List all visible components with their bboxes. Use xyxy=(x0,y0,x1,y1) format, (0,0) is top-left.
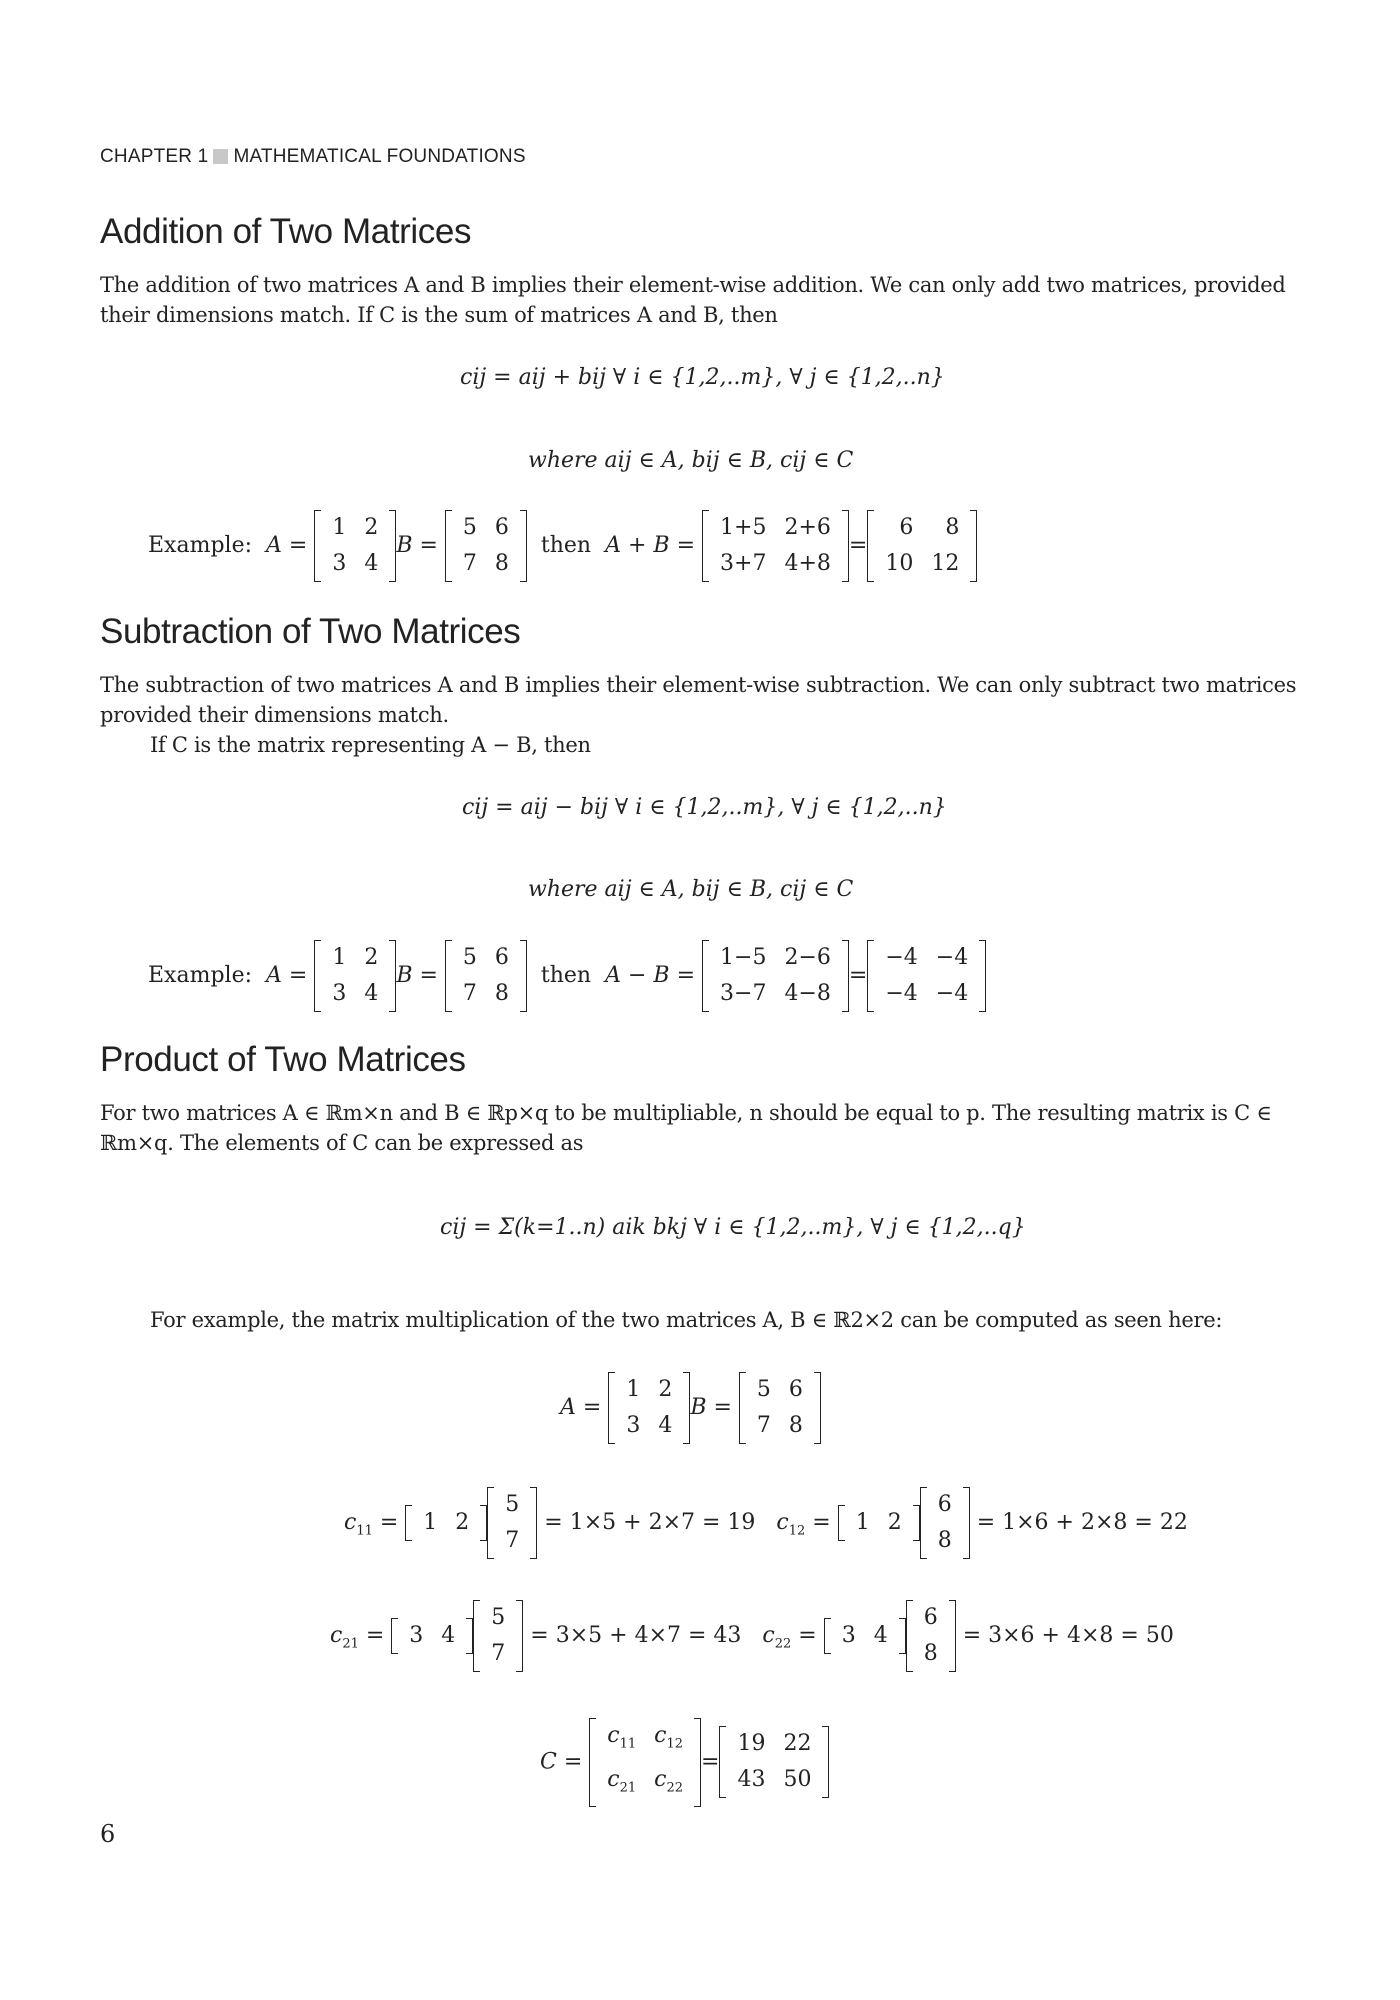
matrix-c-symbolic: $c_{11}$ $c_{12}$ $c_{21}$ $c_{22}$ xyxy=(589,1718,701,1807)
c12-calc: = 1×6 + 2×8 = 22 xyxy=(976,1510,1188,1535)
addition-formula: cij = aij + bij ∀ i ∈ {1,2,..m}, ∀ j ∈ {1,2,..n} xyxy=(460,365,945,390)
row-vector-2: 3 4 xyxy=(391,1618,473,1654)
column-vector-1: 5 7 xyxy=(473,1600,523,1672)
c22-calc: = 3×6 + 4×8 = 50 xyxy=(962,1623,1174,1648)
column-vector-2: 6 8 xyxy=(906,1600,956,1672)
addition-where: where aij ∈ A, bij ∈ B, cij ∈ C xyxy=(528,448,854,473)
row-vector-2: 3 4 xyxy=(824,1618,906,1654)
example-label: Example: xyxy=(148,533,252,558)
addition-example: Example: A = 1 2 3 4 B = 5 6 7 8 then A + B = 1+5 2+6 3+7 4+8 = 6 8 10 12 xyxy=(148,510,977,582)
c21-c22-computation: $c_{21}$ = 3 4 5 7 = 3×5 + 4×7 = 43 $c_{22}$ = 3 4 6 8 = 3×6 + 4×8 = 50 xyxy=(330,1600,1174,1672)
chapter-title: MATHEMATICAL FOUNDATIONS xyxy=(233,146,526,167)
row-vector-1: 1 2 xyxy=(405,1505,487,1541)
subtraction-formula: cij = aij − bij ∀ i ∈ {1,2,..m}, ∀ j ∈ {1,2,..n} xyxy=(462,795,947,820)
subtraction-paragraph: The subtraction of two matrices A and B implies their element-wise subtraction. We can only subtract two matrices provided their dimensions match. xyxy=(100,673,1297,727)
c21-calc: = 3×5 + 4×7 = 43 xyxy=(530,1623,742,1648)
example-label: Example: xyxy=(148,963,252,988)
heading-product: Product of Two Matrices xyxy=(100,1040,466,1079)
product-formula: cij = Σ(k=1..n) aik bkj ∀ i ∈ {1,2,..m}, ∀ j ∈ {1,2,..q} xyxy=(440,1215,1026,1240)
chapter-label: CHAPTER 1 xyxy=(100,146,209,167)
matrix-a: 1 2 3 4 xyxy=(608,1372,690,1444)
matrix-sum-expression: 1+5 2+6 3+7 4+8 xyxy=(702,510,849,582)
column-vector-2: 6 8 xyxy=(920,1487,970,1559)
c11-calc: = 1×5 + 2×7 = 19 xyxy=(544,1510,756,1535)
matrix-b: 5 6 7 8 xyxy=(445,940,527,1012)
heading-addition: Addition of Two Matrices xyxy=(100,212,472,251)
then-label: then xyxy=(540,533,592,558)
matrix-sum-result: 6 8 10 12 xyxy=(867,510,977,582)
c11-c12-computation: $c_{11}$ = 1 2 5 7 = 1×5 + 2×7 = 19 $c_{12}$ = 1 2 6 8 = 1×6 + 2×8 = 22 xyxy=(344,1487,1188,1559)
page-number: 6 xyxy=(100,1820,116,1848)
header-separator xyxy=(213,149,228,164)
column-vector-1: 5 7 xyxy=(487,1487,537,1559)
product-result: C = $c_{11}$ $c_{12}$ $c_{21}$ $c_{22}$ = 19 22 43 50 xyxy=(540,1718,829,1807)
running-header xyxy=(100,146,526,168)
addition-paragraph: The addition of two matrices A and B implies their element-wise addition. We can only add two matrices, provided their dimensions match. If C is the sum of matrices A and B, then xyxy=(100,273,1286,327)
matrix-c-result: 19 22 43 50 xyxy=(719,1726,829,1798)
product-paragraph-2: For example, the matrix multiplication of the two matrices A, B ∈ ℝ2×2 can be computed as seen here: xyxy=(150,1308,1223,1332)
row-vector-1: 1 2 xyxy=(838,1505,920,1541)
subtraction-example: Example: A = 1 2 3 4 B = 5 6 7 8 then A − B = 1−5 2−6 3−7 4−8 = −4 −4 −4 −4 xyxy=(148,940,986,1012)
heading-subtraction: Subtraction of Two Matrices xyxy=(100,612,521,651)
matrix-a: 1 2 3 4 xyxy=(314,510,396,582)
subtraction-where: where aij ∈ A, bij ∈ B, cij ∈ C xyxy=(528,877,854,902)
subtraction-paragraph-2: If C is the matrix representing A − B, then xyxy=(150,733,591,757)
matrix-difference-result: −4 −4 −4 −4 xyxy=(867,940,986,1012)
matrix-a: 1 2 3 4 xyxy=(314,940,396,1012)
matrix-difference-expression: 1−5 2−6 3−7 4−8 xyxy=(702,940,849,1012)
matrix-b: 5 6 7 8 xyxy=(445,510,527,582)
product-paragraph: For two matrices A ∈ ℝm×n and B ∈ ℝp×q to be multipliable, n should be equal to p. The resulting matrix is C ∈ ℝm×q. The elements of C can be expressed as xyxy=(100,1101,1272,1155)
then-label: then xyxy=(540,963,592,988)
product-matrices: A = 1 2 3 4 B = 5 6 7 8 xyxy=(560,1372,821,1444)
matrix-b: 5 6 7 8 xyxy=(739,1372,821,1444)
